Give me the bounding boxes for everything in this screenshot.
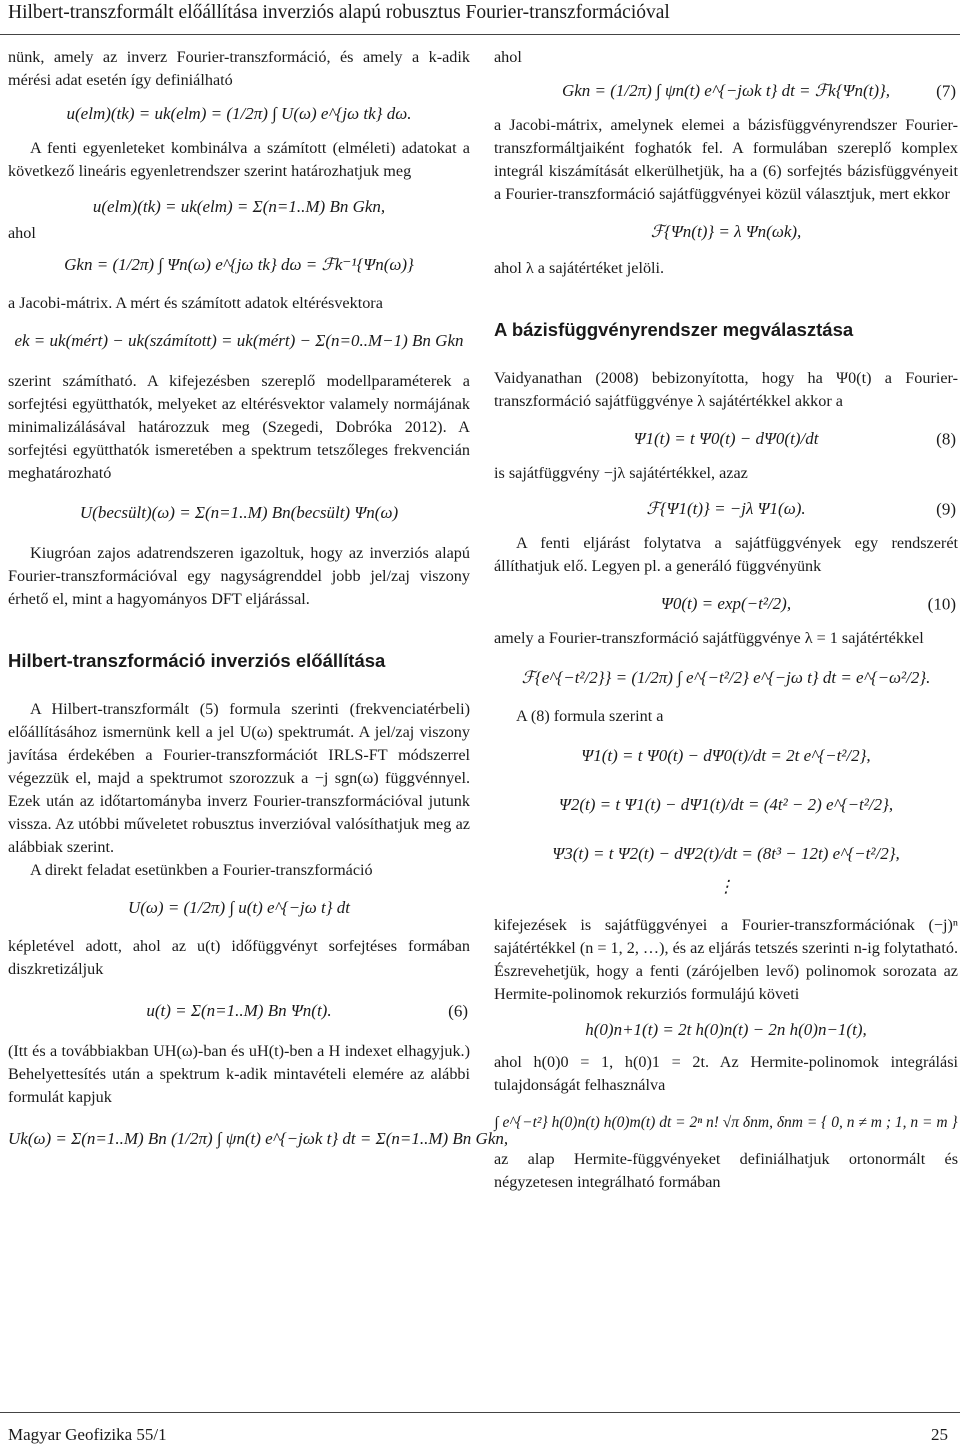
right-equation-9 xyxy=(494,497,958,520)
right-section-heading: A bázisfüggvényrendszer megválasztása xyxy=(494,319,854,340)
left-equation-6 xyxy=(8,999,470,1022)
left-paragraph-2: A fenti egyenleteket kombinálva a számított (elméleti) adatokat a következő lineáris egyenletrendszer szerint határozhatjuk meg xyxy=(8,139,470,180)
left-paragraph-8: képletével adott, ahol az u(t) időfüggvényt sorfejtéses formában diszkretizáljuk xyxy=(8,937,470,978)
right-equation-c3: Ψ3(t) = t Ψ2(t) − dΨ2(t)/dt = (8t³ − 12t) e^{−t²/2}, xyxy=(552,844,900,863)
right-paragraph-4: is sajátfüggvény −jλ sajátértékkel, azaz xyxy=(494,464,748,482)
right-paragraph-8: kifejezések is sajátfüggvényei a Fourier-transzformációnak (−j)ⁿ sajátértékkel (n = 1, 2, …), és az eljárás tetszés szerinti n-ig folytatható. Észrevehetjük, hogy a fenti (zárójelben levő) polinomok sorozata az Hermite-polinomok rekurziós formulájú követi xyxy=(494,916,959,1003)
right-paragraph-5: A fenti eljárást folytatva a sajátfüggvények egy rendszerét állíthatjuk elő. Legyen pl. a generáló függvényünk xyxy=(494,534,958,575)
right-equation-e: ∫ e^{−t²} h(0)n(t) h(0)m(t) dt = 2ⁿ n! √π δnm, δnm = { 0, n ≠ m ; 1, n = m } xyxy=(494,1114,958,1131)
left-equation-h: Uk(ω) = Σ(n=1..M) Bn (1/2π) ∫ ψn(t) e^{−jωk t} dt = Σ(n=1..M) Bn Gkn, xyxy=(8,1129,509,1148)
right-paragraph-2: ahol λ a sajátértéket jelöli. xyxy=(494,259,665,277)
left-equation-b: u(elm)(tk) = uk(elm) = Σ(n=1..M) Bn Gkn, xyxy=(92,197,386,216)
right-paragraph-3: Vaidyanathan (2008) bebizonyította, hogy ha Ψ0(t) a Fourier-transzformáció sajátfüggvénye λ sajátértékkel akkor a xyxy=(494,369,958,410)
left-paragraph-7: A direkt feladat esetünkben a Fourier-transzformáció xyxy=(30,861,373,879)
right-paragraph-10: az alap Hermite-függvényeket definiálhatjuk ortonormált és négyzetesen integrálható formában xyxy=(494,1150,958,1191)
right-equation-7-number: (7) xyxy=(936,81,956,100)
right-paragraph-9: ahol h(0)0 = 1, h(0)1 = 2t. Az Hermite-polinomok integrálási tulajdonságát felhasználva xyxy=(494,1053,958,1094)
left-equation-d: ek = uk(mért) − uk(számított) = uk(mért) − Σ(n=0..M−1) Bn Gkn xyxy=(14,331,464,350)
left-paragraph-3: a Jacobi-mátrix. A mért és számított adatok eltérésvektora xyxy=(8,294,383,312)
left-paragraph-5: Kiugróan zajos adatrendszeren igazoltuk, hogy az inverziós alapú Fourier-transzformációval egy nagyságrenddel jobb jel/zaj viszony érhető el, mint a hagyományos DFT eljárással. xyxy=(8,544,470,608)
right-equation-8-body: Ψ1(t) = t Ψ0(t) − dΨ0(t)/dt xyxy=(633,429,819,448)
right-ahol: ahol xyxy=(494,48,522,66)
page-footer xyxy=(0,1412,960,1450)
right-equation-10 xyxy=(494,592,958,615)
right-equation-10-body: Ψ0(t) = exp(−t²/2), xyxy=(660,594,792,613)
left-paragraph-9: (Itt és a továbbiakban UH(ω)-ban és uH(t)-ben a H indexet elhagyjuk.) Behelyettesítés után a spektrum k-adik mintavételi elemére az alábbi formulát kapjuk xyxy=(8,1042,470,1106)
right-equation-dots: ⋮ xyxy=(717,877,735,896)
left-equation-6-body: u(t) = Σ(n=1..M) Bn Ψn(t). xyxy=(146,1001,332,1020)
left-equation-a: u(elm)(tk) = uk(elm) = (1/2π) ∫ U(ω) e^{jω tk} dω. xyxy=(66,104,412,123)
left-equation-6-number: (6) xyxy=(448,1001,468,1020)
right-equation-c2: Ψ2(t) = t Ψ1(t) − dΨ1(t)/dt = (4t² − 2) e^{−t²/2}, xyxy=(558,795,894,814)
left-paragraph-6: A Hilbert-transzformált (5) formula szerinti (frekvenciatérbeli) előállításához ismernünk kell a jel U(ω) spektrumát. A jel/zaj viszony javítása érdekében a Fourier-transzformációt IRLS-FT módszerrel végezzük el, majd a spektrumot szorozzuk a −j sgn(ω) függvénnyel. Ezek után az időtartományba inverz Fourier-transzformációval jutunk vissza. Az utóbbi műveletet robusztus inverzióval valósíthatjuk meg az alábbiak szerint. xyxy=(8,700,470,856)
right-paragraph-7: A (8) formula szerint a xyxy=(516,707,664,725)
right-equation-10-number: (10) xyxy=(927,594,956,613)
header-title: Hilbert-transzformált előállítása inverziós alapú robusztus Fourier-transzformációval xyxy=(8,2,670,23)
left-equation-e: U(becsült)(ω) = Σ(n=1..M) Bn(becsült) Ψn(ω) xyxy=(79,503,399,522)
left-equation-f: U(ω) = (1/2π) ∫ u(t) e^{−jω t} dt xyxy=(127,898,351,917)
right-equation-8-number: (8) xyxy=(936,429,956,448)
left-section-heading: Hilbert-transzformáció inverziós előállítása xyxy=(8,650,386,671)
left-column xyxy=(8,46,509,1150)
left-paragraph-4: szerint számítható. A kifejezésben szereplő modellparaméterek a sorfejtési együtthatók, melyeket az eltérésvektor valamely normájának minimalizálásával határozzuk meg (Szegedi, Dobróka 2012). A sorfejtési együtthatók ismeretében a spektrum tetszőleges frekvencián meghatározható xyxy=(8,372,470,482)
page-number: 25 xyxy=(931,1425,948,1444)
journal-name: Magyar Geofizika 55/1 xyxy=(8,1425,167,1444)
left-ahol: ahol xyxy=(8,224,36,242)
right-equation-9-body: ℱ{Ψ1(t)} = −jλ Ψ1(ω). xyxy=(646,499,806,518)
right-equation-9-number: (9) xyxy=(936,499,956,518)
right-equation-a: ℱ{Ψn(t)} = λ Ψn(ωk), xyxy=(650,222,802,241)
right-equation-b: ℱ{e^{−t²/2}} = (1/2π) ∫ e^{−t²/2} e^{−jω t} dt = e^{−ω²/2}. xyxy=(521,668,931,687)
right-paragraph-6: amely a Fourier-transzformáció sajátfüggvénye λ = 1 sajátértékkel xyxy=(494,629,924,647)
right-column xyxy=(494,46,958,1194)
right-equation-d: h(0)n+1(t) = 2t h(0)n(t) − 2n h(0)n−1(t), xyxy=(585,1020,867,1039)
right-equation-8 xyxy=(494,427,958,450)
right-equation-c1: Ψ1(t) = t Ψ0(t) − dΨ0(t)/dt = 2t e^{−t²/2}, xyxy=(581,746,871,765)
left-paragraph-1: nünk, amely az inverz Fourier-transzformáció, és amely a k-adik mérési adat esetén így definiálható xyxy=(8,48,470,89)
left-equation-c: Gkn = (1/2π) ∫ Ψn(ω) e^{jω tk} dω = ℱk⁻¹{Ψn(ω)} xyxy=(64,255,414,274)
right-equation-7-body: Gkn = (1/2π) ∫ ψn(t) e^{−jωk t} dt = ℱk{Ψn(t)}, xyxy=(561,81,891,100)
right-paragraph-1: a Jacobi-mátrix, amelynek elemei a bázisfüggvényrendszer Fourier-transzformáltjaiként foghatók fel. A formulában szereplő komplex integrál kiszámítását elkerülhetjük, ha a (6) sorfejtés bázisfüggvényeit a Fourier-transzformáció sajátfüggvényei közül választjuk, mert ekkor xyxy=(494,116,958,203)
running-header xyxy=(0,0,960,35)
right-equation-7 xyxy=(494,79,958,102)
